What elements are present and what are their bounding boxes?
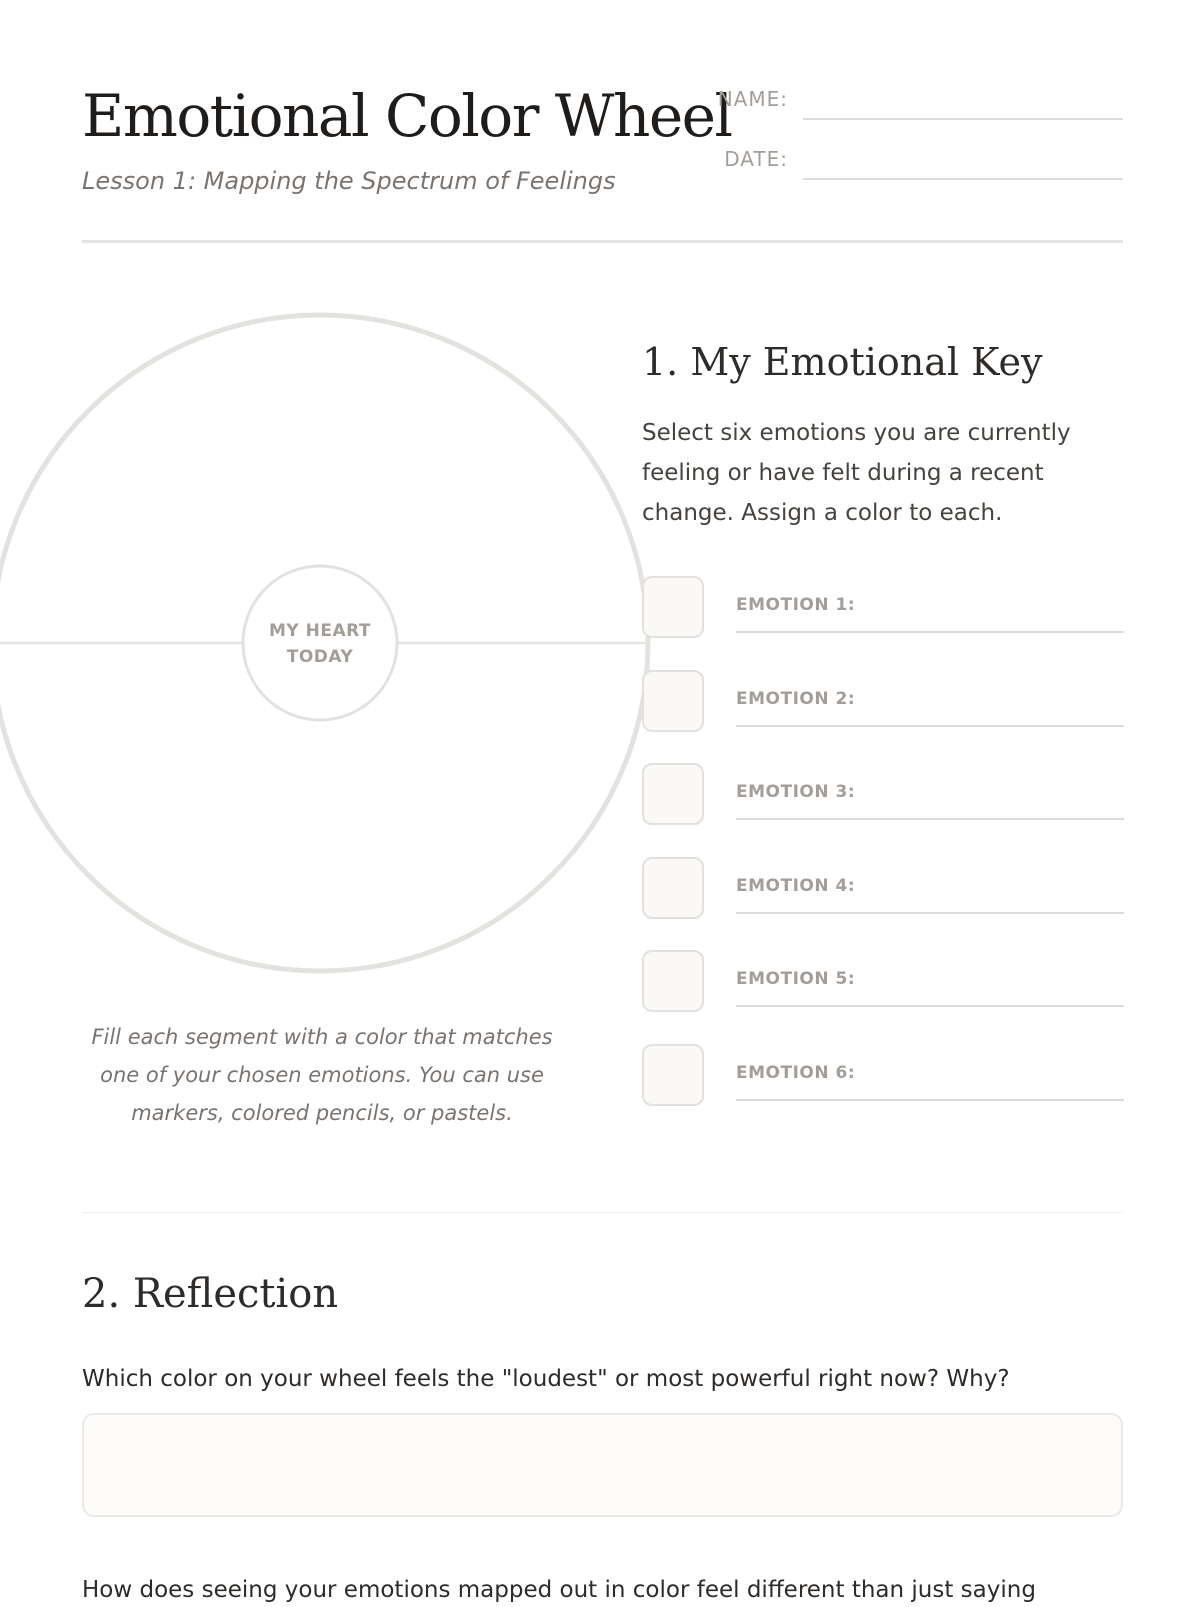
color-swatch[interactable] — [642, 576, 704, 638]
color-swatch[interactable] — [642, 763, 704, 825]
color-swatch[interactable] — [642, 857, 704, 919]
page-title: Emotional Color Wheel — [82, 82, 732, 150]
color-wheel-graphic — [0, 306, 660, 978]
color-wheel — [0, 306, 660, 978]
wheel-center-label-bottom: TODAY — [286, 647, 354, 667]
emotion-input-line[interactable] — [736, 1099, 1124, 1101]
emotion-label: EMOTION 5: — [736, 969, 856, 989]
emotion-row — [642, 576, 1124, 670]
reflection-title: 2. Reflection — [82, 1271, 339, 1317]
emotion-label: EMOTION 1: — [736, 595, 856, 615]
reflection-answer-box-1[interactable] — [82, 1413, 1123, 1517]
reflection-question-2: How does seeing your emotions mapped out in color feel different than just saying — [82, 1577, 1036, 1603]
emotion-label: EMOTION 4: — [736, 875, 856, 896]
emotion-input-line[interactable] — [736, 912, 1124, 914]
color-swatch[interactable] — [642, 950, 704, 1012]
emotional-key-description: Select six emotions you are currently feeling or have felt during a recent change. Assign a color to each. — [642, 420, 1071, 526]
section-divider — [82, 1212, 1123, 1213]
page-subtitle: Lesson 1: Mapping the Spectrum of Feelings — [82, 167, 616, 195]
emotion-input-line[interactable] — [736, 725, 1124, 727]
wheel-center-label-top: MY HEART — [268, 621, 372, 641]
emotion-input-line[interactable] — [736, 818, 1124, 820]
emotion-label: EMOTION 6: — [736, 1062, 856, 1083]
wheel-center-circle — [243, 566, 397, 720]
color-swatch[interactable] — [642, 1044, 704, 1106]
name-field[interactable] — [803, 118, 1123, 120]
emotion-label: EMOTION 2: — [736, 688, 856, 709]
color-swatch[interactable] — [642, 670, 704, 732]
wheel-caption: Fill each segment with a color that matches one of your chosen emotions. You can use markers, colored pencils, or pastels. — [91, 1025, 553, 1125]
emotion-key-list — [642, 576, 1124, 1137]
header-divider — [82, 240, 1123, 243]
emotional-key-title: 1. My Emotional Key — [642, 340, 1043, 384]
date-label: DATE: — [724, 147, 788, 171]
emotion-input-line[interactable] — [736, 631, 1124, 633]
emotion-row — [642, 1044, 1124, 1138]
emotion-row — [642, 857, 1124, 951]
emotion-input-line[interactable] — [736, 1005, 1124, 1007]
emotion-row — [642, 670, 1124, 764]
date-field[interactable] — [803, 178, 1123, 180]
reflection-question-1: Which color on your wheel feels the "loudest" or most powerful right now? Why? — [82, 1366, 1010, 1392]
emotion-row — [642, 763, 1124, 857]
name-label: NAME: — [717, 87, 788, 111]
emotion-label: EMOTION 3: — [736, 782, 856, 802]
emotion-row — [642, 950, 1124, 1044]
